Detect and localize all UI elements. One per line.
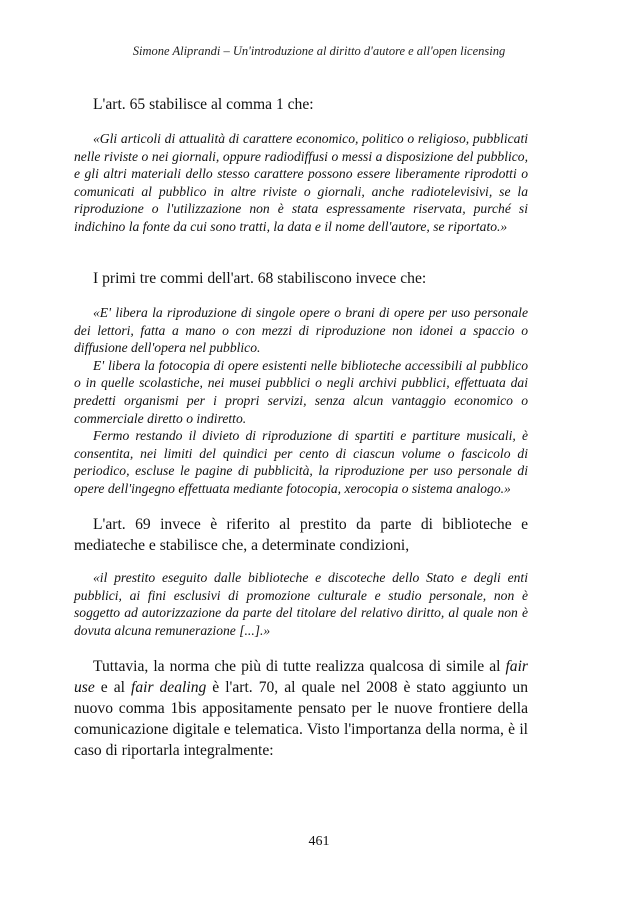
body-paragraph-2 <box>74 268 528 289</box>
running-head: Simone Aliprandi – Un'introduzione al diritto d'autore e all'open licensing <box>132 44 506 58</box>
quote-block-art69 <box>74 569 528 639</box>
paragraph-art70-intro <box>74 656 528 761</box>
paragraph-art70-text-2: e al <box>94 679 131 696</box>
quote-art68-comma3: Fermo restando il divieto di riproduzione di spartiti e partiture musicali, è consentita, nei limiti del quindici per cento di ciascun volume o fascicolo di periodico, escluse le pagine di pubblicità, la riproduzione per uso personale di opere dell'ingegno effettuata mediante fotocopia, xerocopia o sistema analogo.» <box>74 428 528 496</box>
page-number: 461 <box>308 834 330 849</box>
quote-art65: «Gli articoli di attualità di carattere economico, politico o religioso, pubblicati nelle riviste o nei giornali, oppure radiodiffusi o messi a disposizione del pubblico, e gli altri materiali dello stesso carattere possono essere liberamente riprodotti o comunicati al pubblico in altre riviste o giornali, anche radiotelevisivi, se la riproduzione o l'utilizzazione non è stata espressamente riservata, purché si indichino la fonte da cui sono tratti, la data e il nome dell'autore, se riportato.» <box>74 131 528 234</box>
paragraph-art65-intro: L'art. 65 stabilisce al comma 1 che: <box>93 96 314 113</box>
quote-block-art68 <box>74 304 528 498</box>
paragraph-art69-intro: L'art. 69 invece è riferito al prestito da parte di biblioteche e mediateche e stabilisce che, a determinate condizioni, <box>74 516 528 554</box>
quote-art68-comma1: «E' libera la riproduzione di singole opere o brani di opere per uso personale dei lettori, fatta a mano o con mezzi di riproduzione non idonei a spaccio o diffusione dell'opera nel pubblico. <box>74 305 528 356</box>
term-fair-use: fair use <box>74 658 528 696</box>
paragraph-art70-text-3: è l'art. 70, al quale nel 2008 è stato aggiunto un nuovo comma 1bis appositamente pensato per le nuove frontiere della comunicazione digitale e telematica. Visto l'importanza della norma, è il caso di riportarla integralmente: <box>74 679 529 759</box>
body-paragraph-4 <box>74 656 528 761</box>
paragraph-art68-intro: I primi tre commi dell'art. 68 stabiliscono invece che: <box>93 270 427 287</box>
quote-art68-comma2: E' libera la fotocopia di opere esistenti nelle biblioteche accessibili al pubblico o in quelle scolastiche, nei musei pubblici o negli archivi pubblici, effettuata dai predetti organismi per i propri servizi, senza alcun vantaggio economico o commerciale diretto o indiretto. <box>74 357 528 426</box>
body-paragraph-3 <box>74 514 528 556</box>
term-fair-dealing: fair dealing <box>130 679 207 696</box>
quote-art69: «il prestito eseguito dalle biblioteche e discoteche dello Stato e degli enti pubblici, ai fini esclusivi di promozione culturale e studio personale, non è soggetto ad autorizzazione da parte del titolare del relativo diritto, al quale non è dovuta alcuna remunerazione [...].» <box>74 570 528 638</box>
quote-block-art65 <box>74 130 528 236</box>
body-paragraph-1 <box>74 94 528 115</box>
paragraph-art70-text-1: Tuttavia, la norma che più di tutte realizza qualcosa di simile al <box>93 658 506 675</box>
